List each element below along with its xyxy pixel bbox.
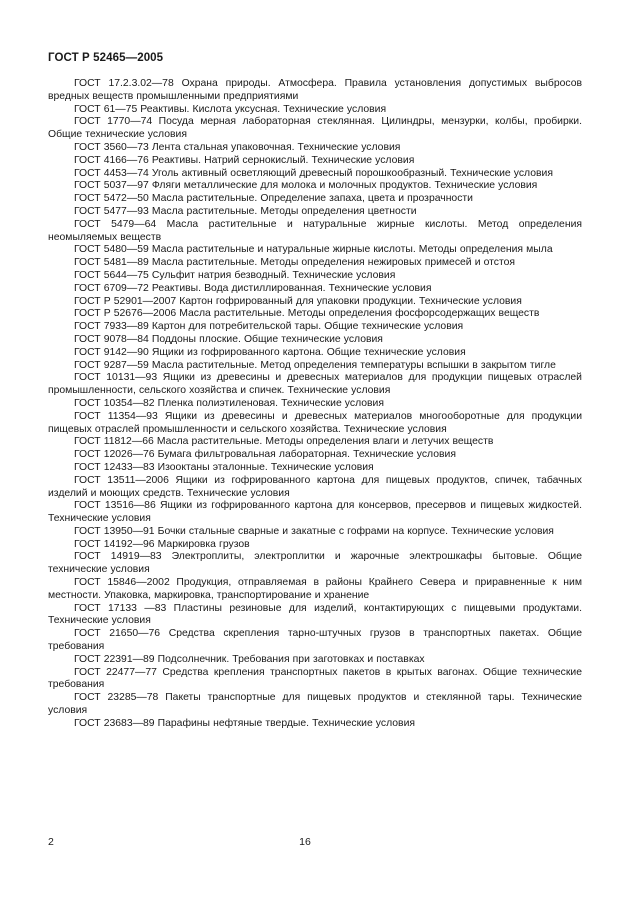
reference-item: ГОСТ Р 52901—2007 Картон гофрированный для упаковки продукции. Технические условия: [74, 295, 522, 307]
reference-item: ГОСТ Р 52676—2006 Масла растительные. Методы определения фосфорсодержащих веществ: [74, 308, 540, 320]
reference-item: ГОСТ 22477—77 Средства крепления транспортных пакетов в крытых вагонах. Общие технические требования: [48, 666, 582, 691]
reference-item: ГОСТ 17133 —83 Пластины резиновые для изделий, контактирующих с пищевыми продуктами. Технические условия: [48, 602, 582, 627]
reference-item: ГОСТ 13516—86 Ящики из гофрированного картона для консервов, пресервов и пищевых жидкостей. Технические условия: [48, 500, 582, 525]
reference-item: ГОСТ 5480—59 Масла растительные и натуральные жирные кислоты. Методы определения мыла: [74, 244, 553, 256]
reference-item: ГОСТ 5477—93 Масла растительные. Методы определения цветности: [74, 205, 417, 217]
reference-item: ГОСТ 21650—76 Средства скрепления тарно-штучных грузов в транспортных пакетах. Общие требования: [48, 628, 582, 653]
reference-item: ГОСТ 13511—2006 Ящики из гофрированного картона для пищевых продуктов, спичек, табачных изделий и моющих средств. Технические условия: [48, 474, 582, 499]
reference-item: ГОСТ 61—75 Реактивы. Кислота уксусная. Технические условия: [74, 103, 387, 115]
normative-references-list: [48, 78, 582, 731]
page-header-title: ГОСТ Р 52465—2005: [48, 52, 164, 64]
reference-item: ГОСТ 23683—89 Парафины нефтяные твердые. Технические условия: [74, 717, 415, 729]
reference-item: ГОСТ 22391—89 Подсолнечник. Требования при заготовках и поставках: [74, 653, 425, 665]
reference-item: ГОСТ 5479—64 Масла растительные и натуральные жирные кислоты. Метод определения неомыляемых веществ: [48, 218, 582, 243]
reference-item: ГОСТ 6709—72 Реактивы. Вода дистиллированная. Технические условия: [74, 282, 432, 294]
page-number-left: 2: [48, 836, 54, 848]
reference-item: ГОСТ 10354—82 Пленка полиэтиленовая. Технические условия: [74, 397, 384, 409]
page-number-center: 16: [299, 836, 311, 848]
reference-item: ГОСТ 12433—83 Изооктаны эталонные. Технические условия: [74, 461, 374, 473]
reference-item: ГОСТ 5481—89 Масла растительные. Методы определения нежировых примесей и отстоя: [74, 257, 516, 269]
reference-item: ГОСТ 23285—78 Пакеты транспортные для пищевых продуктов и стеклянной тары. Технические условия: [48, 692, 582, 717]
reference-item: ГОСТ 5644—75 Сульфит натрия безводный. Технические условия: [74, 269, 396, 281]
reference-item: ГОСТ 9078—84 Поддоны плоские. Общие технические условия: [74, 333, 383, 345]
reference-item: ГОСТ 11354—93 Ящики из древесины и древесных материалов многооборотные для продукции пищевых отраслей промышленности и сельского хозяйства. Технические условия: [48, 410, 582, 435]
reference-item: ГОСТ 10131—93 Ящики из древесины и древесных материалов для продукции пищевых отраслей промышленности, сельского хозяйства и спичек. Технические условия: [48, 372, 582, 397]
reference-item: ГОСТ 7933—89 Картон для потребительской тары. Общие технические условия: [74, 321, 464, 333]
reference-item: ГОСТ 13950—91 Бочки стальные сварные и закатные с гофрами на корпусе. Технические условия: [74, 525, 554, 537]
reference-item: ГОСТ 1770—74 Посуда мерная лабораторная стеклянная. Цилиндры, мензурки, колбы, пробирки. Общие технические условия: [48, 116, 582, 141]
reference-item: ГОСТ 5472—50 Масла растительные. Определение запаха, цвета и прозрачности: [74, 193, 473, 205]
reference-item: ГОСТ 17.2.3.02—78 Охрана природы. Атмосфера. Правила установления допустимых выбросов вредных веществ промышленными предприятиями: [48, 78, 582, 102]
reference-item: ГОСТ 15846—2002 Продукция, отправляемая в районы Крайнего Севера и приравненные к ним местности. Упаковка, маркировка, транспортирование и хранение: [48, 577, 582, 601]
reference-item: ГОСТ 9142—90 Ящики из гофрированного картона. Общие технические условия: [74, 346, 466, 358]
reference-item: ГОСТ 11812—66 Масла растительные. Методы определения влаги и летучих веществ: [74, 436, 494, 448]
reference-item: ГОСТ 14919—83 Электроплиты, электроплитки и жарочные электрошкафы бытовые. Общие технические условия: [48, 551, 582, 576]
reference-item: ГОСТ 12026—76 Бумага фильтровальная лабораторная. Технические условия: [74, 449, 456, 461]
reference-item: ГОСТ 4166—76 Реактивы. Натрий сернокислый. Технические условия: [74, 154, 415, 166]
reference-item: ГОСТ 3560—73 Лента стальная упаковочная. Технические условия: [74, 141, 401, 153]
reference-item: ГОСТ 9287—59 Масла растительные. Метод определения температуры вспышки в закрытом тигле: [74, 359, 556, 371]
reference-item: ГОСТ 14192—96 Маркировка грузов: [74, 538, 250, 550]
reference-item: ГОСТ 4453—74 Уголь активный осветляющий древесный порошкообразный. Технические условия: [74, 167, 553, 179]
reference-item: ГОСТ 5037—97 Фляги металлические для молока и молочных продуктов. Технические условия: [74, 180, 538, 192]
